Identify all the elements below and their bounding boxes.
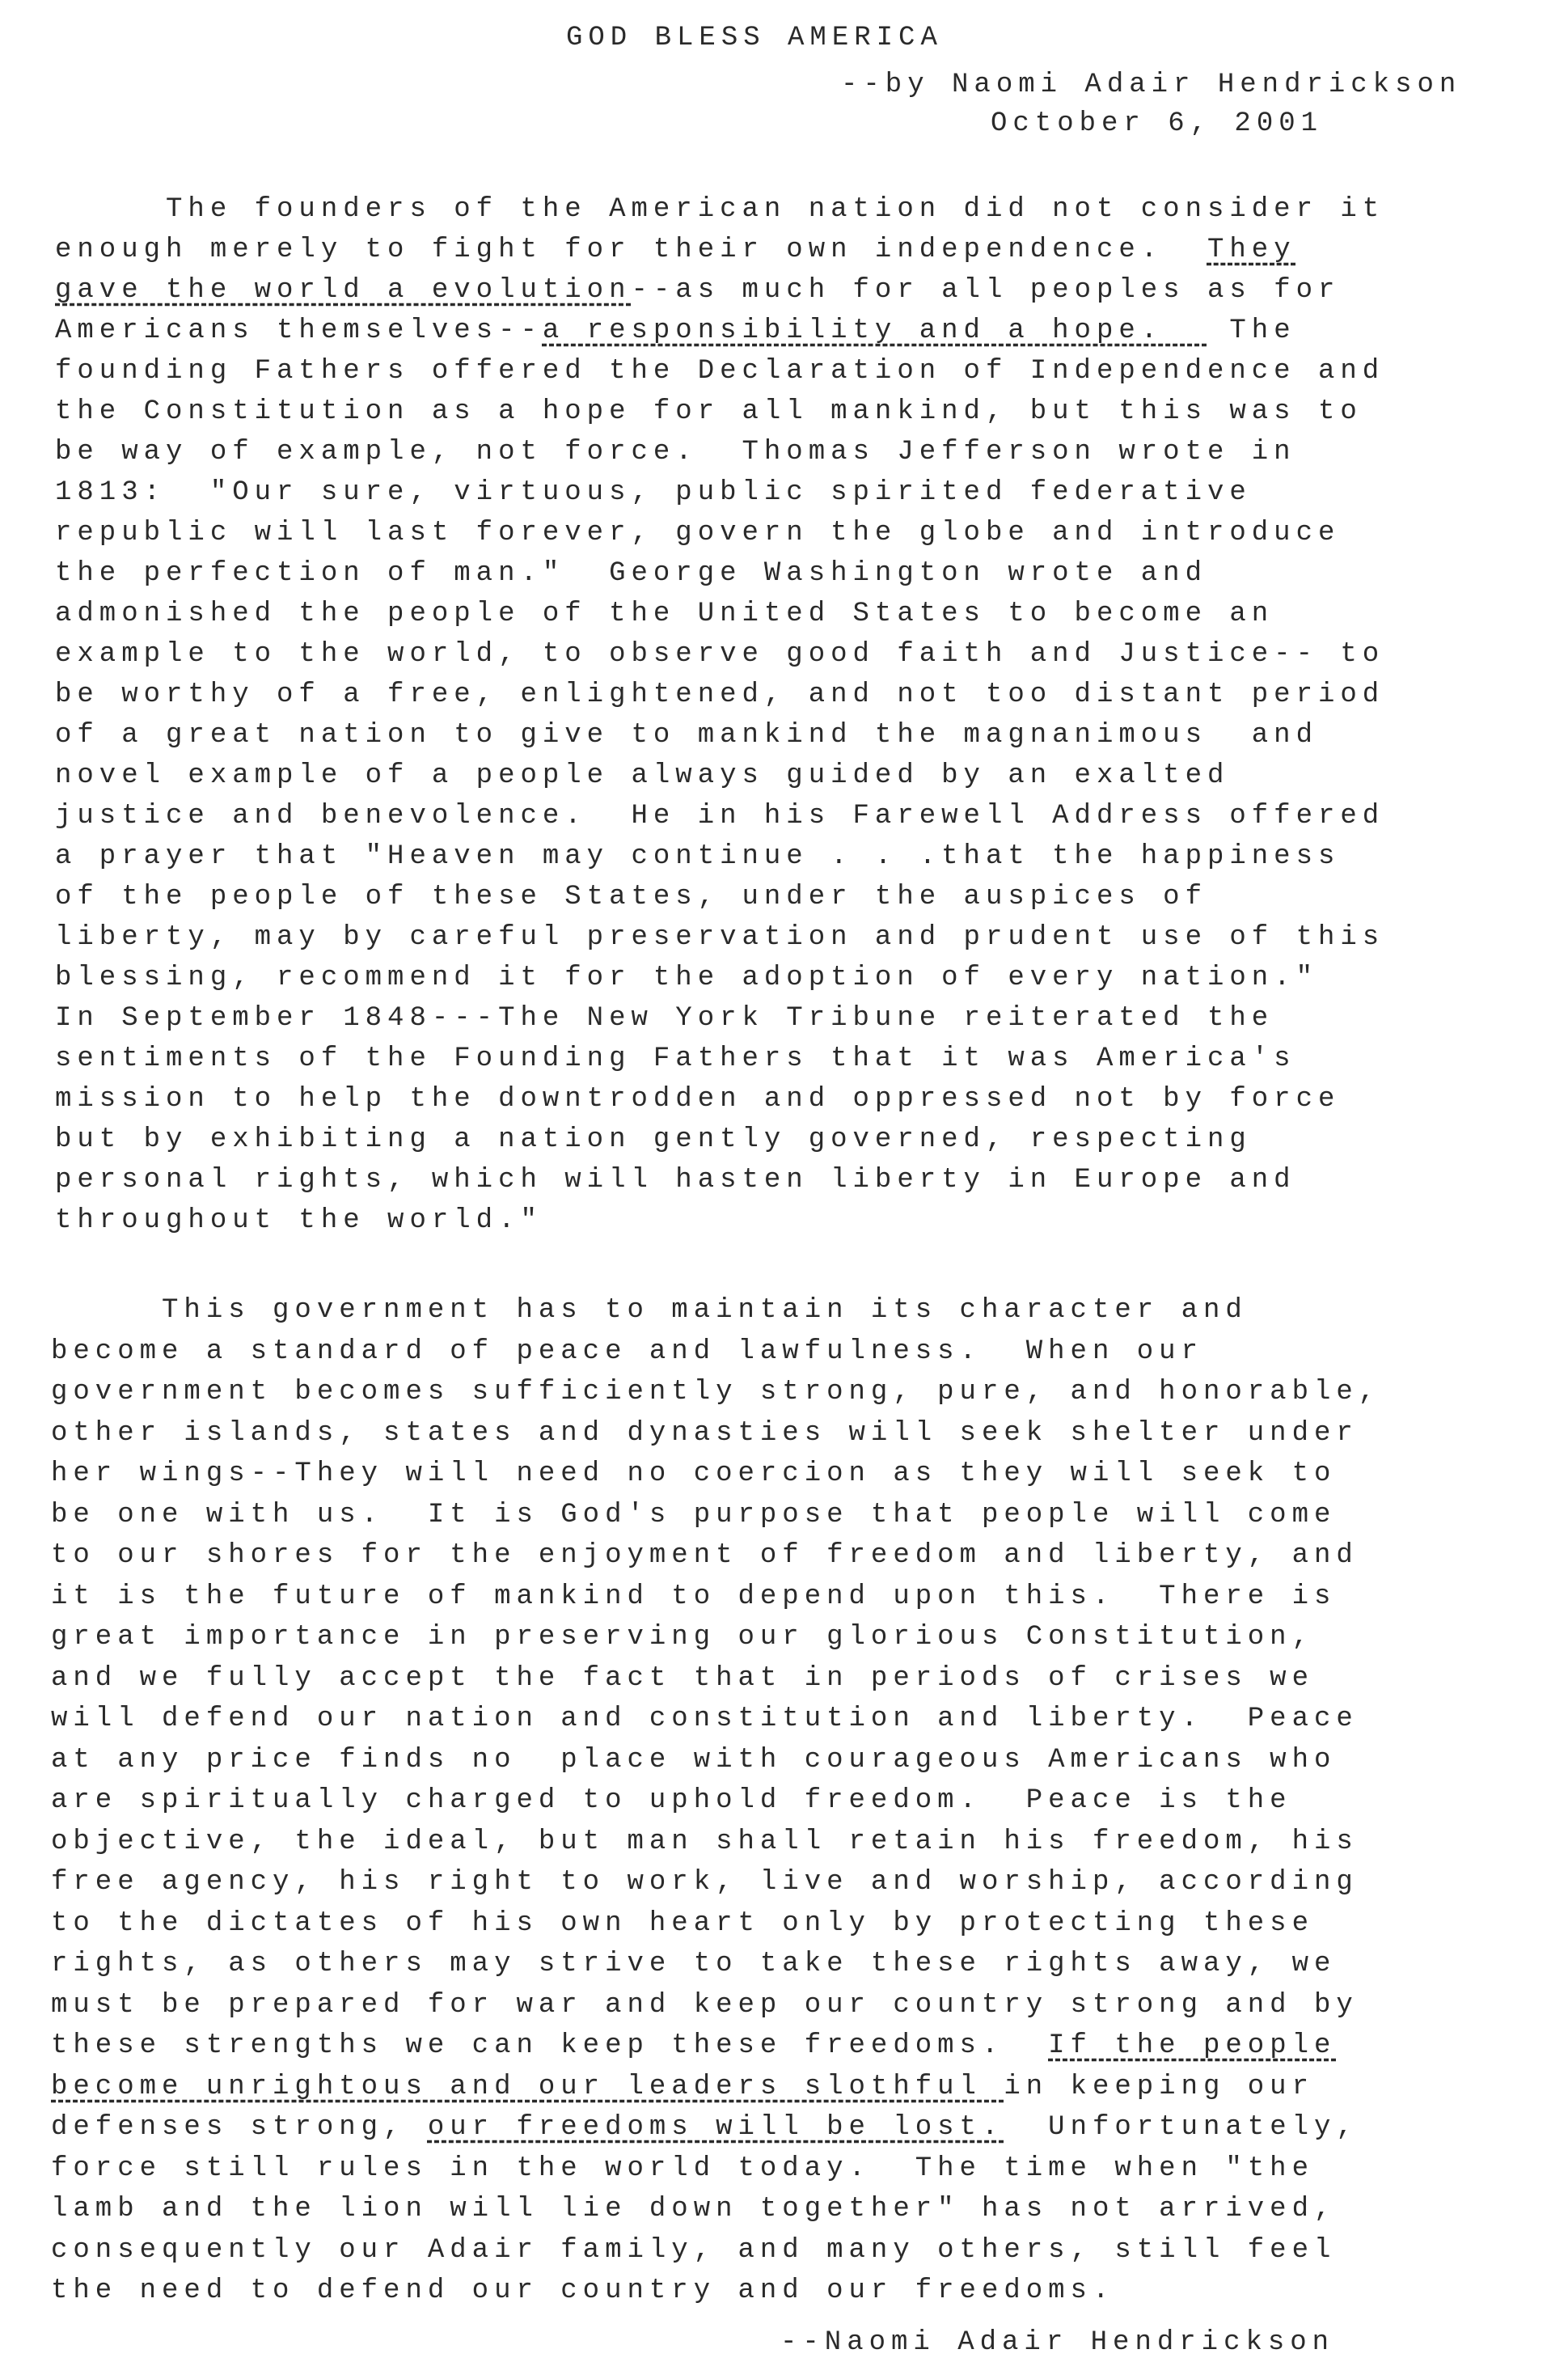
text-line bbox=[55, 917, 1384, 958]
underlined-text: a responsibility and a hope. bbox=[542, 315, 1207, 346]
text-line bbox=[51, 1290, 1248, 1331]
byline: --by Naomi Adair Hendrickson bbox=[841, 70, 1462, 100]
text-line bbox=[51, 1740, 1336, 1780]
text-line bbox=[55, 1160, 1296, 1200]
text-segment: of the people of these States, under the auspices of bbox=[55, 882, 1207, 912]
text-line bbox=[55, 1120, 1252, 1160]
text-line bbox=[51, 1822, 1359, 1862]
text-segment: admonished the people of the United States to become an bbox=[55, 599, 1274, 629]
text-line bbox=[55, 715, 1318, 756]
text-segment: it is the future of mankind to depend upon this. There is bbox=[51, 1581, 1337, 1612]
text-segment: the perfection of man." George Washington wrote and bbox=[55, 558, 1207, 589]
text-line bbox=[51, 1944, 1336, 1984]
text-line bbox=[55, 756, 1229, 796]
text-segment: and we fully accept the fact that in periods of crises we bbox=[51, 1662, 1314, 1694]
text-segment: This government has to maintain its character and bbox=[51, 1295, 1248, 1326]
text-segment: --as much for all peoples as for bbox=[631, 275, 1341, 306]
underlined-text: become unrightous and our leaders slothful bbox=[51, 2071, 1004, 2102]
text-line bbox=[51, 1617, 1314, 1657]
text-line bbox=[51, 1495, 1336, 1535]
text-segment: The bbox=[1207, 315, 1296, 346]
underlined-text: If the people bbox=[1048, 2030, 1337, 2061]
text-segment: objective, the ideal, but man shall retain his freedom, his bbox=[51, 1826, 1359, 1857]
text-segment: 1813: "Our sure, virtuous, public spirited federative bbox=[55, 477, 1252, 508]
text-segment: founding Fathers offered the Declaration of Independence and bbox=[55, 356, 1385, 387]
text-line bbox=[51, 2026, 1336, 2066]
text-segment: The founders of the American nation did not consider it bbox=[55, 194, 1385, 225]
text-line bbox=[51, 1413, 1359, 1454]
text-segment: Americans themselves-- bbox=[55, 315, 543, 346]
text-segment: sentiments of the Founding Fathers that it was America's bbox=[55, 1043, 1296, 1074]
text-line bbox=[55, 1200, 543, 1241]
text-segment: consequently our Adair family, and many others, still feel bbox=[51, 2234, 1337, 2266]
text-line bbox=[55, 432, 1296, 472]
text-line bbox=[51, 1372, 1380, 1412]
text-segment: justice and benevolence. He in his Farewell Address offered bbox=[55, 801, 1385, 832]
text-line bbox=[51, 1454, 1336, 1494]
underlined-text: gave the world a evolution bbox=[55, 275, 632, 306]
text-segment: personal rights, which will hasten liberty in Europe and bbox=[55, 1165, 1296, 1196]
text-segment: be way of example, not force. Thomas Jefferson wrote in bbox=[55, 437, 1296, 468]
text-segment: but by exhibiting a nation gently governed, respecting bbox=[55, 1124, 1252, 1155]
text-line bbox=[51, 2230, 1336, 2271]
text-line bbox=[55, 472, 1252, 513]
text-line bbox=[55, 553, 1207, 594]
text-segment: mission to help the downtrodden and oppressed not by force bbox=[55, 1084, 1341, 1115]
text-line bbox=[55, 189, 1384, 230]
text-segment: lamb and the lion will lie down together" has not arrived, bbox=[51, 2194, 1337, 2224]
text-segment: the need to defend our country and our freedoms. bbox=[51, 2275, 1115, 2306]
text-line bbox=[51, 2189, 1336, 2229]
text-segment: her wings--They will need no coercion as they will seek to bbox=[51, 1458, 1337, 1489]
text-segment: enough merely to fight for their own independence. bbox=[55, 235, 1207, 265]
text-segment: to our shores for the enjoyment of freedom and liberty, and bbox=[51, 1540, 1359, 1571]
text-line bbox=[51, 1985, 1359, 2026]
text-segment: great importance in preserving our glorious Constitution, bbox=[51, 1622, 1314, 1653]
text-line bbox=[51, 1903, 1314, 1944]
signature: --Naomi Adair Hendrickson bbox=[780, 2327, 1335, 2358]
text-line bbox=[55, 311, 1296, 351]
text-segment: In September 1848---The New York Tribune reiterated the bbox=[55, 1003, 1274, 1034]
text-line bbox=[51, 2271, 1114, 2311]
text-line bbox=[51, 2067, 1314, 2107]
date-line: October 6, 2001 bbox=[991, 108, 1324, 139]
text-segment: the Constitution as a hope for all mankind, but this was to bbox=[55, 396, 1363, 427]
text-segment: be one with us. It is God's purpose that people will come bbox=[51, 1499, 1337, 1530]
text-line bbox=[55, 958, 1318, 998]
text-line bbox=[55, 675, 1384, 715]
text-segment: are spiritually charged to uphold freedom. Peace is the bbox=[51, 1785, 1292, 1816]
text-segment: throughout the world." bbox=[55, 1205, 543, 1236]
text-line bbox=[51, 1577, 1336, 1617]
text-segment: at any price finds no place with courageous Americans who bbox=[51, 1744, 1337, 1776]
text-segment: force still rules in the world today. The time when "the bbox=[51, 2153, 1314, 2184]
text-line bbox=[55, 877, 1207, 917]
text-segment: these strengths we can keep these freedoms. bbox=[51, 2030, 1049, 2061]
text-segment: blessing, recommend it for the adoption of every nation." bbox=[55, 963, 1318, 993]
text-line bbox=[55, 513, 1340, 553]
text-segment: to the dictates of his own heart only by protecting these bbox=[51, 1907, 1314, 1939]
text-line bbox=[51, 1699, 1359, 1739]
text-line bbox=[51, 2148, 1314, 2189]
text-line bbox=[55, 836, 1340, 877]
text-segment: government becomes sufficiently strong, pure, and honorable, bbox=[51, 1377, 1381, 1408]
text-line bbox=[55, 594, 1274, 634]
text-line bbox=[55, 796, 1384, 836]
text-segment: in keeping our bbox=[1004, 2071, 1314, 2102]
text-line bbox=[51, 1331, 1203, 1372]
text-segment: will defend our nation and constitution and liberty. Peace bbox=[51, 1704, 1359, 1734]
text-line bbox=[55, 634, 1384, 675]
text-line bbox=[51, 2107, 1359, 2148]
underlined-text: They bbox=[1207, 235, 1296, 265]
text-line bbox=[51, 1780, 1292, 1821]
underlined-text: our freedoms will be lost. bbox=[427, 2112, 1004, 2143]
text-segment: be worthy of a free, enlightened, and not too distant period bbox=[55, 679, 1385, 710]
text-line bbox=[51, 1658, 1314, 1699]
text-line bbox=[55, 392, 1363, 432]
text-line bbox=[51, 1862, 1359, 1903]
document-title: GOD BLESS AMERICA bbox=[566, 23, 943, 53]
text-segment: free agency, his right to work, live and worship, according bbox=[51, 1867, 1359, 1898]
text-segment: novel example of a people always guided by an exalted bbox=[55, 760, 1230, 791]
text-segment: must be prepared for war and keep our country strong and by bbox=[51, 1989, 1359, 2021]
text-line bbox=[55, 998, 1274, 1039]
text-segment: republic will last forever, govern the globe and introduce bbox=[55, 518, 1341, 548]
text-segment: liberty, may by careful preservation and prudent use of this bbox=[55, 922, 1385, 953]
text-segment: of a great nation to give to mankind the magnanimous and bbox=[55, 720, 1318, 751]
text-segment: rights, as others may strive to take these rights away, we bbox=[51, 1949, 1337, 1979]
text-line bbox=[55, 270, 1340, 311]
text-segment: other islands, states and dynasties will seek shelter under bbox=[51, 1417, 1359, 1449]
text-segment: become a standard of peace and lawfulness. When our bbox=[51, 1336, 1203, 1367]
text-line bbox=[55, 351, 1384, 392]
text-line bbox=[55, 1039, 1296, 1079]
text-line bbox=[51, 1535, 1359, 1576]
text-segment: example to the world, to observe good faith and Justice-- to bbox=[55, 639, 1385, 670]
text-segment: a prayer that "Heaven may continue . . .that the happiness bbox=[55, 841, 1341, 872]
text-segment: defenses strong, bbox=[51, 2112, 428, 2143]
text-line bbox=[55, 230, 1296, 270]
text-segment: Unfortunately, bbox=[1004, 2112, 1359, 2143]
text-line bbox=[55, 1079, 1340, 1120]
